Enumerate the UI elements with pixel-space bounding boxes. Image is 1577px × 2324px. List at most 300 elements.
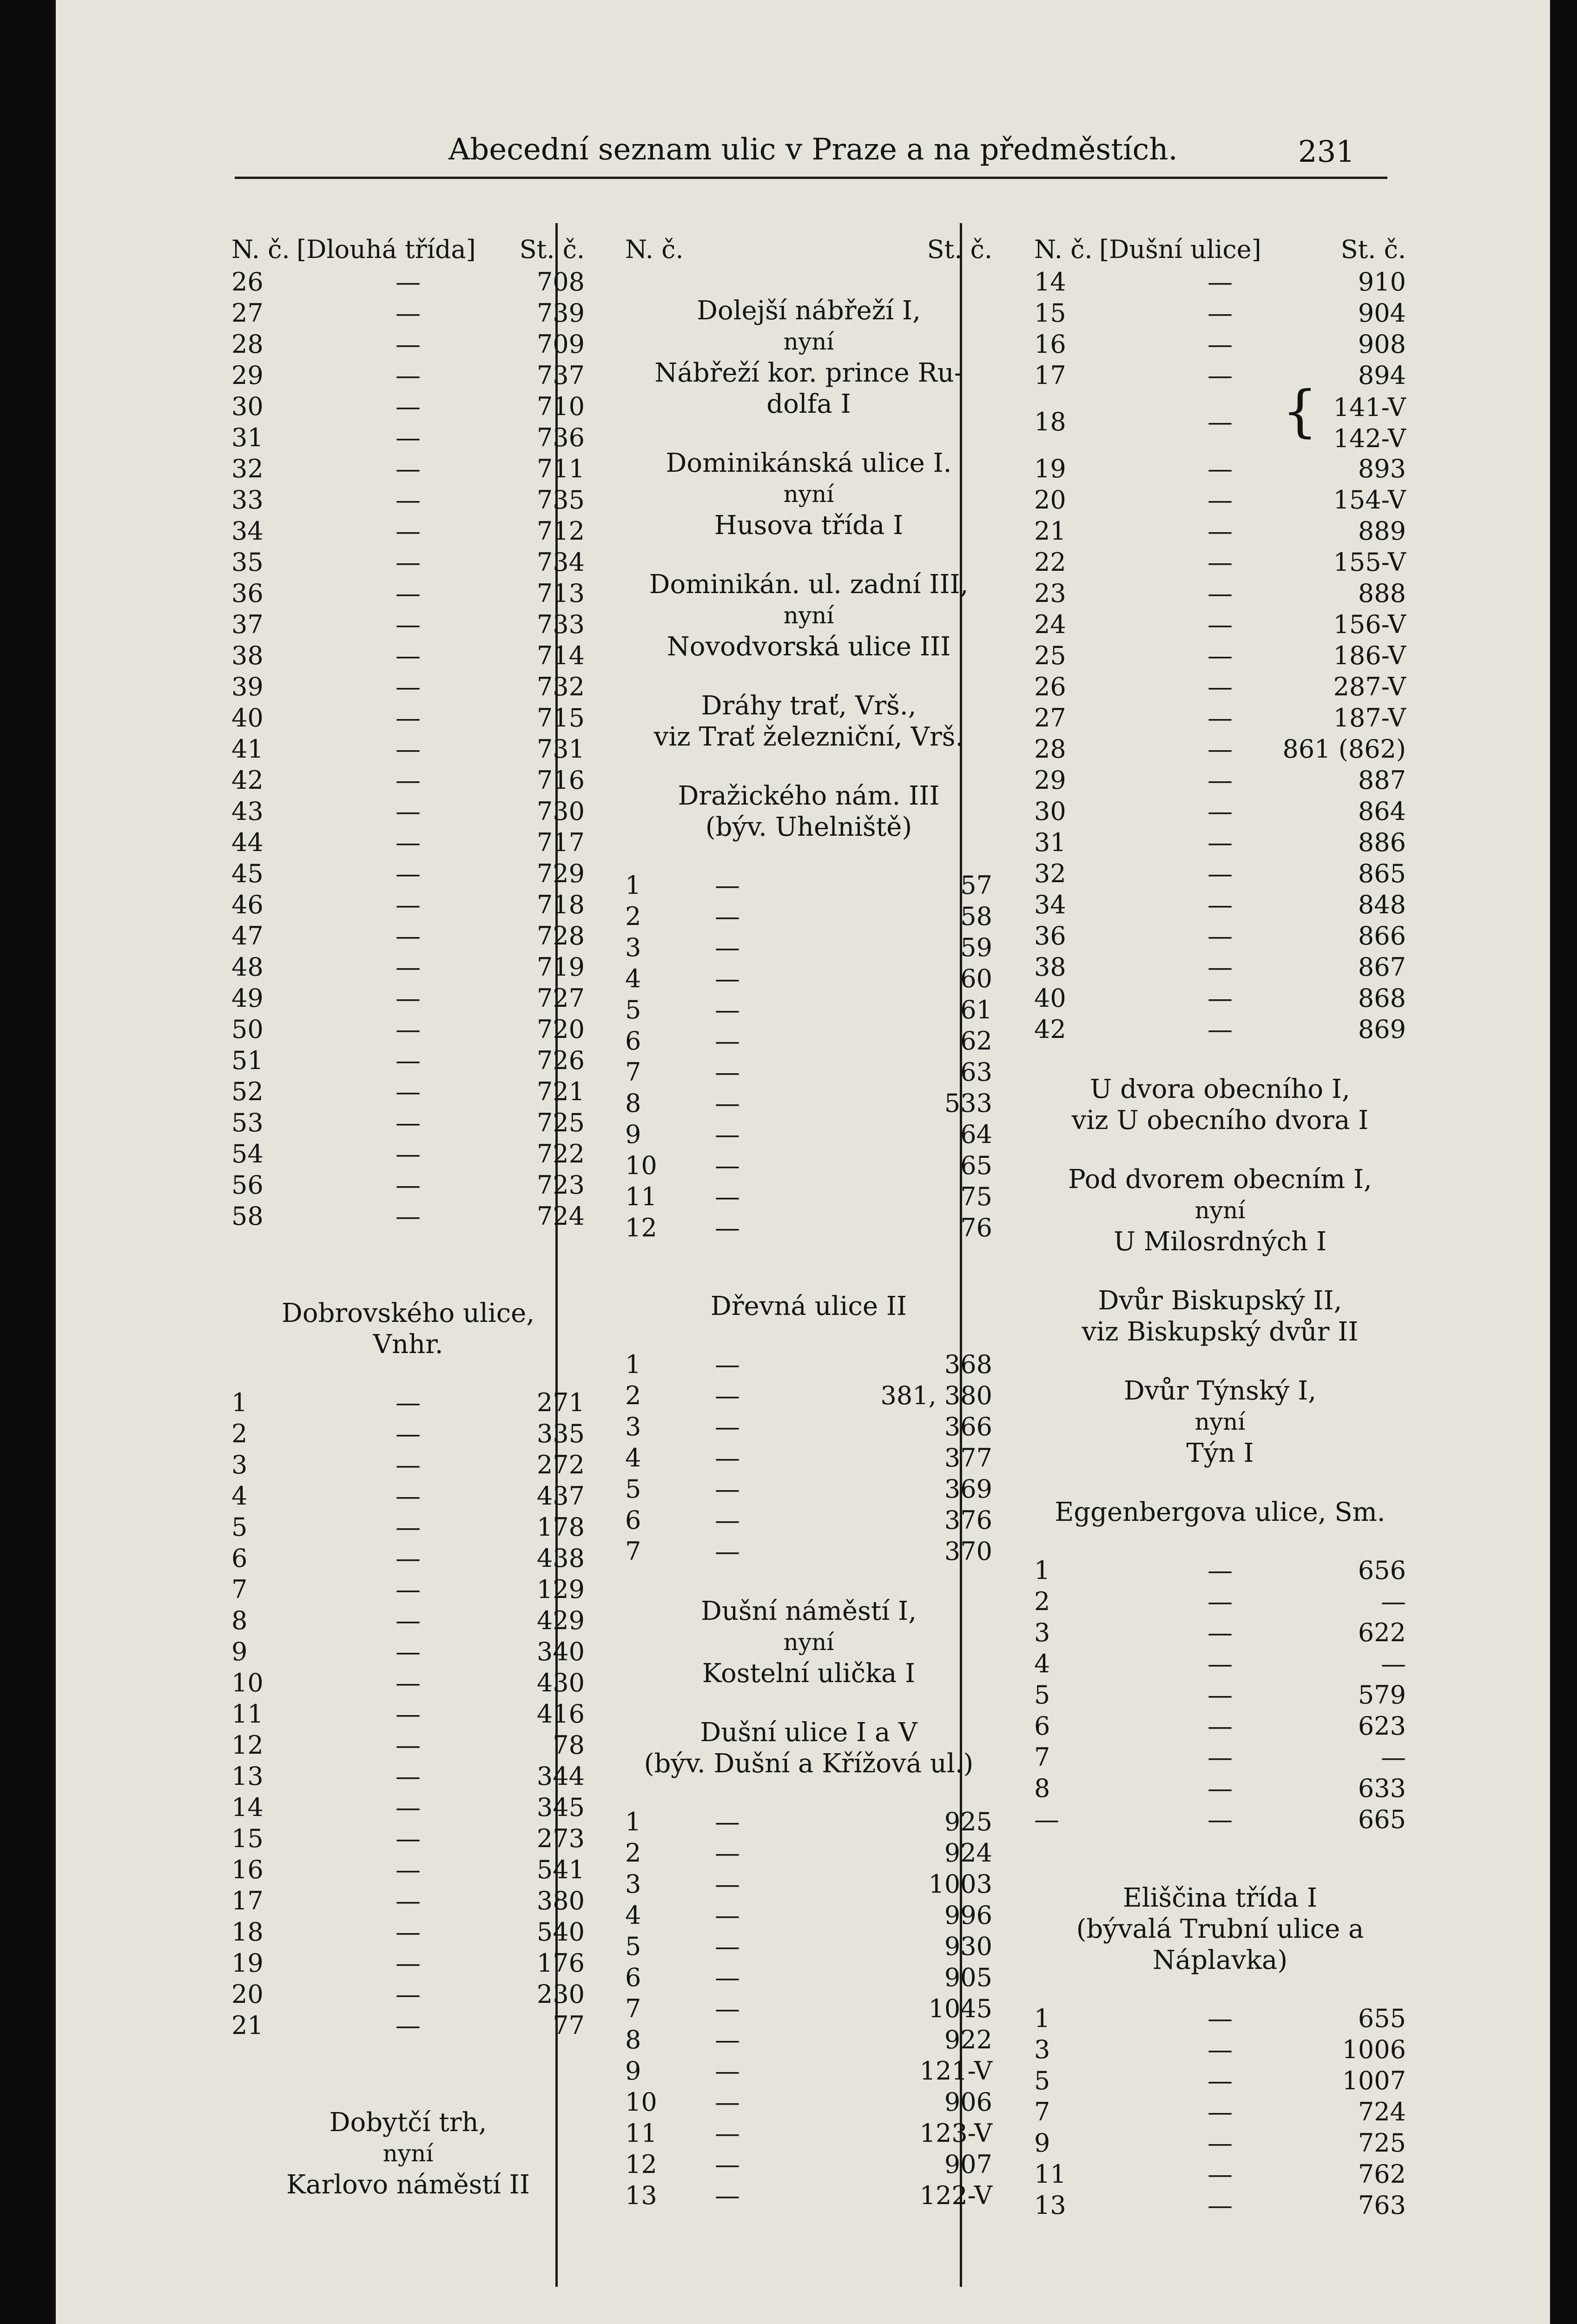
table-row xyxy=(231,828,585,859)
table-row xyxy=(625,1089,992,1120)
row-number: 38 xyxy=(231,641,264,670)
row-dash: — xyxy=(396,1077,421,1106)
row-number: 34 xyxy=(231,516,264,546)
row-dash: — xyxy=(396,859,421,888)
row-value: 57 xyxy=(960,871,992,900)
row-number: 22 xyxy=(1034,548,1066,577)
row-dash: — xyxy=(715,1120,740,1149)
row-value: 732 xyxy=(536,672,585,701)
row-value: 763 xyxy=(1358,2191,1406,2220)
row-number: 17 xyxy=(1034,361,1066,390)
row-dash: — xyxy=(1207,1015,1233,1044)
row-number: 51 xyxy=(231,1046,264,1075)
table-row xyxy=(231,921,585,952)
table-row xyxy=(1034,921,1406,952)
row-dash: — xyxy=(1207,579,1233,608)
row-value: 893 xyxy=(1358,454,1406,483)
row-number: 58 xyxy=(231,1202,264,1231)
row-number: — xyxy=(1034,1805,1059,1834)
table-row xyxy=(625,1807,992,1838)
row-dash: — xyxy=(1207,1680,1233,1710)
table-row xyxy=(625,2150,992,2181)
row-value: 924 xyxy=(944,1838,992,1868)
entry-nyni: nyní xyxy=(383,2140,434,2167)
table-row xyxy=(231,1202,585,1233)
entry-dominikan-zadni xyxy=(625,569,992,662)
table-row xyxy=(1034,2128,1406,2159)
header-st: St. č. xyxy=(519,235,585,264)
row-value: 62 xyxy=(960,1026,992,1056)
row-dash: — xyxy=(396,298,421,328)
row-number: 3 xyxy=(1034,2035,1050,2064)
table-row xyxy=(231,734,585,766)
table-row xyxy=(625,1412,992,1443)
table-row xyxy=(1034,734,1406,766)
row-value: 713 xyxy=(536,579,585,608)
row-dash: — xyxy=(396,1139,421,1169)
row-dash: — xyxy=(396,1730,421,1760)
row-value: 230 xyxy=(536,1980,585,2009)
entry-title: Eliščina třída I xyxy=(1122,1883,1318,1913)
row-dash: — xyxy=(1207,890,1233,919)
row-value: 711 xyxy=(536,454,585,483)
row-number: 31 xyxy=(1034,828,1066,857)
table-row xyxy=(625,933,992,964)
table-row xyxy=(1034,361,1406,392)
row-number: 8 xyxy=(625,2025,641,2054)
table-row xyxy=(231,267,585,298)
row-value: 739 xyxy=(536,298,585,328)
row-number: 3 xyxy=(625,1869,641,1899)
row-dash: — xyxy=(396,1544,421,1573)
row-value: 541 xyxy=(536,1855,585,1884)
row-value: 123-V xyxy=(919,2119,992,2148)
row-dash: — xyxy=(396,1046,421,1075)
entry-u-dvora xyxy=(1034,1074,1406,1136)
row-dash: — xyxy=(1207,610,1233,639)
row-dash: — xyxy=(396,1108,421,1137)
row-value: 886 xyxy=(1358,828,1406,857)
entry-title: Pod dvorem obecním I, xyxy=(1068,1164,1372,1195)
row-dash: — xyxy=(396,361,421,390)
row-dash: — xyxy=(715,1443,740,1472)
table-row xyxy=(625,1838,992,1869)
row-value: 864 xyxy=(1358,797,1406,826)
row-dash: — xyxy=(1207,407,1233,436)
row-dash: — xyxy=(396,703,421,733)
row-number: 2 xyxy=(231,1419,248,1448)
row-number: 4 xyxy=(625,964,641,993)
row-number: 46 xyxy=(231,890,264,919)
table-row xyxy=(625,1151,992,1182)
table-row xyxy=(625,1474,992,1505)
row-dash: — xyxy=(715,1994,740,2023)
table-row xyxy=(231,797,585,828)
row-number: 1 xyxy=(1034,2004,1050,2033)
row-number: 6 xyxy=(625,1026,641,1056)
table-row xyxy=(231,1077,585,1108)
row-number: 7 xyxy=(1034,2097,1050,2126)
table-row xyxy=(1034,1649,1406,1680)
row-value: 714 xyxy=(536,641,585,670)
table-row xyxy=(231,1450,585,1481)
row-dash: — xyxy=(1207,2159,1233,2189)
row-dash: — xyxy=(1207,298,1233,328)
row-value: 762 xyxy=(1358,2159,1406,2189)
row-value: 1003 xyxy=(928,1869,992,1899)
row-number: 44 xyxy=(231,828,264,857)
table-row xyxy=(1034,766,1406,797)
row-value: 733 xyxy=(536,610,585,639)
column-header xyxy=(1034,235,1406,267)
entry-current: U Milosrdných I xyxy=(1113,1227,1327,1257)
row-dash: — xyxy=(396,1512,421,1542)
entry-subtitle: (bývalá Trubní ulice a xyxy=(1076,1914,1364,1944)
table-row xyxy=(231,1637,585,1668)
entry-current: Nábřeží kor. prince Ru- xyxy=(654,358,963,388)
row-value: 271 xyxy=(536,1388,585,1417)
row-number: 3 xyxy=(625,933,641,962)
row-value: 889 xyxy=(1358,516,1406,546)
row-value: 366 xyxy=(944,1412,992,1441)
row-value: 368 xyxy=(944,1350,992,1379)
table-row xyxy=(231,361,585,392)
row-number: 45 xyxy=(231,859,264,888)
brace-symbol: { xyxy=(1282,379,1318,444)
row-number: 10 xyxy=(231,1668,264,1697)
row-dash: — xyxy=(715,902,740,931)
header-no: N. č. xyxy=(231,235,290,264)
row-number: 36 xyxy=(1034,921,1066,951)
row-value: 344 xyxy=(536,1762,585,1791)
entry-dusni-ulice xyxy=(625,1717,992,1779)
row-number: 36 xyxy=(231,579,264,608)
table-row xyxy=(625,902,992,933)
row-value: 340 xyxy=(536,1637,585,1666)
row-value: 121-V xyxy=(919,2056,992,2086)
row-dash: — xyxy=(396,734,421,764)
table-row xyxy=(625,1350,992,1381)
row-value: 720 xyxy=(536,1015,585,1044)
row-value: 708 xyxy=(536,267,585,297)
table-row xyxy=(231,1544,585,1575)
row-dash: — xyxy=(1207,516,1233,546)
table-row xyxy=(625,2056,992,2087)
row-number: 32 xyxy=(231,454,264,483)
row-dash: — xyxy=(1207,330,1233,359)
table-row xyxy=(231,1046,585,1077)
row-dash: — xyxy=(396,267,421,297)
table-row xyxy=(231,1388,585,1419)
row-value: 187-V xyxy=(1333,703,1406,733)
row-value: 723 xyxy=(536,1170,585,1200)
row-dash: — xyxy=(1207,1556,1233,1585)
row-value: 78 xyxy=(553,1730,585,1760)
table-row xyxy=(231,1980,585,2011)
row-number: 40 xyxy=(231,703,264,733)
table-row xyxy=(231,672,585,703)
table-row xyxy=(1034,298,1406,330)
table-row xyxy=(231,2011,585,2042)
row-dash: — xyxy=(715,995,740,1024)
table-row xyxy=(231,1824,585,1855)
row-value: 380 xyxy=(536,1886,585,1915)
row-dash: — xyxy=(715,1350,740,1379)
row-dash: — xyxy=(396,516,421,546)
row-number: 14 xyxy=(231,1793,264,1822)
row-number: 27 xyxy=(1034,703,1066,733)
row-value: 59 xyxy=(960,933,992,962)
row-dash: — xyxy=(396,485,421,515)
row-number: 54 xyxy=(231,1139,264,1169)
row-number: 2 xyxy=(1034,1587,1050,1616)
table-row xyxy=(231,1730,585,1762)
row-number: 3 xyxy=(625,1412,641,1441)
drazickeho-rows xyxy=(625,871,992,1244)
row-value: 533 xyxy=(944,1089,992,1118)
table-row xyxy=(1034,890,1406,921)
table-row xyxy=(1034,267,1406,298)
entry-pod-dvorem xyxy=(1034,1164,1406,1257)
row-number: 5 xyxy=(625,995,641,1024)
row-number: 28 xyxy=(1034,734,1066,764)
row-dash: — xyxy=(715,1838,740,1868)
dobrovskeho-rows xyxy=(231,1388,585,2042)
row-dash: — xyxy=(1207,859,1233,888)
row-value: 908 xyxy=(1358,330,1406,359)
row-dash: — xyxy=(396,1015,421,1044)
row-number: 2 xyxy=(625,1381,641,1410)
entry-dobytci xyxy=(231,2107,585,2200)
row-dash: — xyxy=(1207,2004,1233,2033)
row-number: 1 xyxy=(625,1807,641,1836)
row-number: 4 xyxy=(231,1481,248,1511)
row-value: 60 xyxy=(960,964,992,993)
row-dash: — xyxy=(715,2025,740,2054)
row-number: 29 xyxy=(1034,766,1066,795)
row-value: 717 xyxy=(536,828,585,857)
row-value: 273 xyxy=(536,1824,585,1853)
entry-nyni: nyní xyxy=(783,1629,834,1656)
table-row xyxy=(1034,610,1406,641)
row-value: 725 xyxy=(536,1108,585,1137)
entry-eliscina xyxy=(1034,1882,1406,1976)
entry-title: Eggenbergova ulice, Sm. xyxy=(1055,1497,1386,1527)
row-dash: — xyxy=(396,1668,421,1697)
row-number: 11 xyxy=(625,2119,657,2148)
row-value: 710 xyxy=(536,392,585,421)
row-value: 178 xyxy=(536,1512,585,1542)
table-row xyxy=(625,2181,992,2212)
row-dash: — xyxy=(715,1412,740,1441)
row-dash: — xyxy=(396,1202,421,1231)
table-row xyxy=(1034,828,1406,859)
table-row xyxy=(625,1963,992,1994)
table-row xyxy=(625,2025,992,2056)
table-row xyxy=(1034,1618,1406,1649)
row-number: 1 xyxy=(231,1388,248,1417)
row-dash: — xyxy=(1207,1711,1233,1741)
row-value: 438 xyxy=(536,1544,585,1573)
row-number: 5 xyxy=(625,1474,641,1504)
header-st: St. č. xyxy=(1340,235,1406,264)
row-value: 996 xyxy=(944,1901,992,1930)
row-value: 922 xyxy=(944,2025,992,2054)
row-number: 7 xyxy=(1034,1743,1050,1772)
row-dash: — xyxy=(1207,952,1233,982)
page-title: Abecední seznam ulic v Praze a na předměstích. xyxy=(449,132,1178,167)
table-row xyxy=(231,485,585,516)
row-number: 7 xyxy=(625,1057,641,1087)
column-2 xyxy=(625,235,992,2212)
row-dash: — xyxy=(715,1963,740,1992)
entry-current-cont: dolfa I xyxy=(766,389,851,419)
entry-biskupsky xyxy=(1034,1285,1406,1347)
table-row xyxy=(1034,2035,1406,2066)
row-number: 20 xyxy=(231,1980,264,2009)
row-number: 42 xyxy=(231,766,264,795)
row-dash: — xyxy=(715,1932,740,1961)
row-value: 907 xyxy=(944,2150,992,2179)
header-st: St. č. xyxy=(927,235,992,264)
row-value: 734 xyxy=(536,548,585,577)
row-value: 709 xyxy=(536,330,585,359)
entry-current: Husova třída I xyxy=(714,510,904,541)
table-row xyxy=(1034,454,1406,485)
header-no: N. č. xyxy=(625,235,684,264)
table-row xyxy=(1034,2159,1406,2191)
row-dash: — xyxy=(1207,2097,1233,2126)
row-value: 416 xyxy=(536,1699,585,1729)
row-dash: — xyxy=(396,984,421,1013)
table-row xyxy=(1034,797,1406,828)
row-dash: — xyxy=(1207,984,1233,1013)
row-dash: — xyxy=(715,964,740,993)
row-dash: — xyxy=(715,1474,740,1504)
table-row xyxy=(231,1015,585,1046)
row-value: 724 xyxy=(536,1202,585,1231)
row-number: 6 xyxy=(625,1963,641,1992)
row-value: 129 xyxy=(536,1575,585,1604)
row-dash: — xyxy=(396,1419,421,1448)
row-number: 2 xyxy=(625,902,641,931)
table-row xyxy=(231,1575,585,1606)
entry-title: Dřevná ulice II xyxy=(710,1291,907,1321)
row-dash: — xyxy=(396,1575,421,1604)
row-value: 1007 xyxy=(1342,2066,1406,2095)
row-number: 37 xyxy=(231,610,264,639)
row-number: 5 xyxy=(1034,2066,1050,2095)
row-dash: — xyxy=(715,933,740,962)
table-row xyxy=(231,766,585,797)
entry-nyni: nyní xyxy=(1194,1197,1246,1224)
row-number: 16 xyxy=(231,1855,264,1884)
row-dash: — xyxy=(396,921,421,951)
row-value-line: 142-V xyxy=(1333,424,1406,453)
row-dash: — xyxy=(1207,2191,1233,2220)
row-value: 335 xyxy=(536,1419,585,1448)
table-row xyxy=(1034,1015,1406,1046)
row-dash: — xyxy=(396,330,421,359)
table-row xyxy=(625,1537,992,1568)
entry-nyni: nyní xyxy=(1194,1408,1246,1435)
row-number: 31 xyxy=(231,423,264,452)
entry-current: Týn I xyxy=(1186,1438,1254,1468)
row-number: 6 xyxy=(231,1544,248,1573)
row-value: 345 xyxy=(536,1793,585,1822)
table-row xyxy=(1034,379,1406,454)
row-dash: — xyxy=(715,1026,740,1056)
row-value: 715 xyxy=(536,703,585,733)
header-no: N. č. xyxy=(1034,235,1093,264)
entry-subtitle: (býv. Uhelniště) xyxy=(705,812,912,842)
table-row xyxy=(625,1213,992,1244)
row-dash: — xyxy=(715,1182,740,1211)
row-number: 30 xyxy=(1034,797,1066,826)
entry-dolejsi xyxy=(625,295,992,420)
row-dash: — xyxy=(396,1824,421,1853)
row-dash: — xyxy=(396,1606,421,1635)
row-number: 48 xyxy=(231,952,264,982)
entry-subtitle: Vnhr. xyxy=(373,1329,443,1360)
row-number: 11 xyxy=(1034,2159,1066,2189)
row-number: 29 xyxy=(231,361,264,390)
table-row xyxy=(1034,2191,1406,2222)
table-row xyxy=(1034,548,1406,579)
entry-drevna xyxy=(625,1291,992,1322)
row-number: 3 xyxy=(231,1450,248,1479)
table-row xyxy=(231,1419,585,1450)
table-row xyxy=(625,1932,992,1963)
row-value: 716 xyxy=(536,766,585,795)
row-value: 868 xyxy=(1358,984,1406,1013)
row-value: 712 xyxy=(536,516,585,546)
row-dash: — xyxy=(396,579,421,608)
row-dash: — xyxy=(396,1481,421,1511)
row-number: 34 xyxy=(1034,890,1066,919)
row-number: 2 xyxy=(625,1838,641,1868)
row-value: 369 xyxy=(944,1474,992,1504)
row-number: 10 xyxy=(625,2087,657,2117)
table-row xyxy=(231,952,585,984)
row-number: 39 xyxy=(231,672,264,701)
table-row xyxy=(1034,703,1406,734)
entry-current: Karlovo náměstí II xyxy=(286,2170,530,2200)
entry-title: Dušní ulice I a V xyxy=(700,1717,917,1748)
row-value: 656 xyxy=(1358,1556,1406,1585)
table-row xyxy=(231,1762,585,1793)
table-row xyxy=(231,1886,585,1917)
row-dash: — xyxy=(715,1381,740,1410)
row-value: 1045 xyxy=(928,1994,992,2023)
header-street: [Dlouhá třída] xyxy=(297,235,476,264)
row-value: 272 xyxy=(536,1450,585,1479)
entry-current: Novodvorská ulice III xyxy=(666,632,951,662)
entry-title: Dráhy trať, Vrš., xyxy=(701,691,917,721)
row-value: 730 xyxy=(536,797,585,826)
row-dash: — xyxy=(715,2056,740,2086)
table-row xyxy=(625,1505,992,1537)
row-dash: — xyxy=(396,423,421,452)
table-row xyxy=(231,1512,585,1544)
row-value: 155-V xyxy=(1333,548,1406,577)
row-value: 377 xyxy=(944,1443,992,1472)
row-number: 43 xyxy=(231,797,264,826)
row-number: 5 xyxy=(625,1932,641,1961)
entry-tynsky xyxy=(1034,1375,1406,1469)
entry-nyni: nyní xyxy=(783,481,834,508)
drevna-rows xyxy=(625,1350,992,1568)
